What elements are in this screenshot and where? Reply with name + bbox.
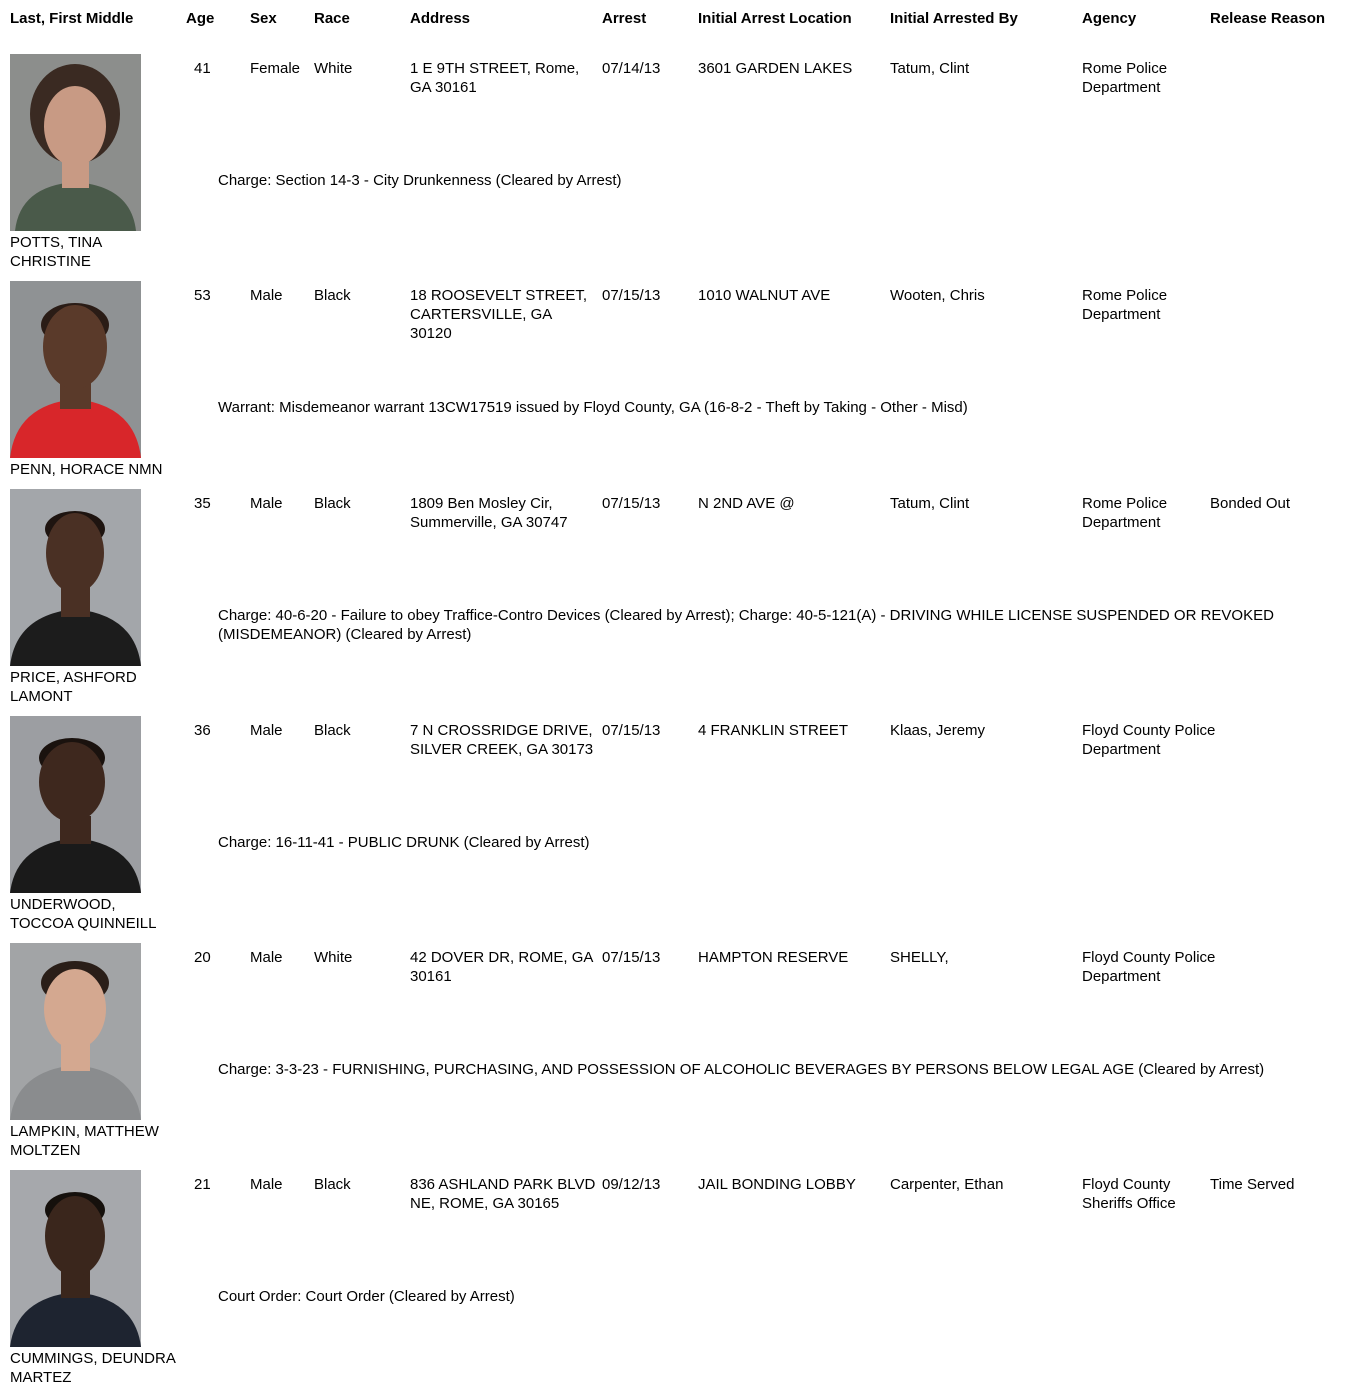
arrest-location-cell: HAMPTON RESERVE xyxy=(698,949,849,966)
table-row xyxy=(0,943,1358,1170)
arrested-by-cell: Tatum, Clint xyxy=(890,60,970,77)
race-cell: Black xyxy=(314,1176,351,1193)
charge-text: Court Order: Court Order (Cleared by Arrest) xyxy=(218,1288,515,1305)
agency-cell: Floyd County Sheriffs Office xyxy=(1082,1176,1176,1212)
sex-cell: Male xyxy=(250,495,283,512)
photo-face xyxy=(39,742,105,822)
agency-cell: Floyd County Police Department xyxy=(1082,722,1216,758)
photo-face xyxy=(46,513,104,593)
charge-text: Charge: 3-3-23 - FURNISHING, PURCHASING, AND POSSESSION OF ALCOHOLIC BEVERAGES BY PERSONS BELOW LEGAL AGE (Cleared by Arrest) xyxy=(218,1061,1265,1078)
age-cell: 20 xyxy=(194,949,211,966)
arrest-date-cell: 07/15/13 xyxy=(602,949,661,966)
mugshot-photo xyxy=(10,489,141,666)
agency-cell: Rome Police Department xyxy=(1082,495,1168,531)
address-cell: 1809 Ben Mosley Cir, Summerville, GA 30747 xyxy=(410,495,568,531)
arrestee-name: LAMPKIN, MATTHEW MOLTZEN xyxy=(10,1123,159,1159)
charge-text: Charge: 16-11-41 - PUBLIC DRUNK (Cleared by Arrest) xyxy=(218,834,590,851)
arrest-location-cell: JAIL BONDING LOBBY xyxy=(698,1176,856,1193)
arrest-date-cell: 07/15/13 xyxy=(602,722,661,739)
release-reason-cell: Bonded Out xyxy=(1210,495,1291,512)
arrest-location-cell: 4 FRANKLIN STREET xyxy=(698,722,849,739)
sex-cell: Male xyxy=(250,287,283,304)
mugshot-photo xyxy=(10,716,141,893)
header-agency: Agency xyxy=(1082,10,1137,27)
header-name: Last, First Middle xyxy=(10,10,134,27)
sex-cell: Female xyxy=(250,60,301,77)
age-cell: 41 xyxy=(194,60,211,77)
arrested-by-cell: SHELLY, xyxy=(890,949,949,966)
arrest-date-cell: 07/15/13 xyxy=(602,287,661,304)
race-cell: Black xyxy=(314,722,351,739)
photo-face xyxy=(43,305,107,389)
arrest-location-cell: N 2ND AVE @ xyxy=(698,495,795,512)
arrest-location-cell: 1010 WALNUT AVE xyxy=(698,287,831,304)
age-cell: 35 xyxy=(194,495,211,512)
age-cell: 36 xyxy=(194,722,211,739)
table-row xyxy=(0,54,1358,281)
mugshot-photo xyxy=(10,1170,141,1347)
header-address: Address xyxy=(410,10,471,27)
arrestee-name: UNDERWOOD, TOCCOA QUINNEILL xyxy=(10,896,157,932)
header-arrest: Arrest xyxy=(602,10,647,27)
table-row xyxy=(0,1170,1358,1397)
arrestee-name: PRICE, ASHFORD LAMONT xyxy=(10,669,137,705)
agency-cell: Rome Police Department xyxy=(1082,60,1168,96)
agency-cell: Floyd County Police Department xyxy=(1082,949,1216,985)
arrestee-name: PENN, HORACE NMN xyxy=(10,461,163,478)
mugshot-photo xyxy=(10,943,141,1120)
race-cell: White xyxy=(314,60,353,77)
arrested-by-cell: Tatum, Clint xyxy=(890,495,970,512)
arrested-by-cell: Wooten, Chris xyxy=(890,287,985,304)
sex-cell: Male xyxy=(250,949,283,966)
address-cell: 1 E 9TH STREET, Rome, GA 30161 xyxy=(410,60,580,96)
arrested-by-cell: Klaas, Jeremy xyxy=(890,722,986,739)
header-sex: Sex xyxy=(250,10,277,27)
charge-text: Charge: 40-6-20 - Failure to obey Traffice-Contro Devices (Cleared by Arrest); Charge: 40-5-121(A) - DRIVING WHILE LICENSE SUSPENDED OR REVOKED (MISDEMEANOR) (Cleared by Arrest) xyxy=(218,607,1274,643)
table-row xyxy=(0,489,1358,716)
sex-cell: Male xyxy=(250,1176,283,1193)
photo-face xyxy=(45,1196,105,1276)
arrestee-name: CUMMINGS, DEUNDRA MARTEZ xyxy=(10,1350,176,1386)
address-cell: 7 N CROSSRIDGE DRIVE, SILVER CREEK, GA 30173 xyxy=(410,722,594,758)
arrested-by-cell: Carpenter, Ethan xyxy=(890,1176,1004,1193)
age-cell: 53 xyxy=(194,287,211,304)
agency-cell: Rome Police Department xyxy=(1082,287,1168,323)
address-cell: 42 DOVER DR, ROME, GA 30161 xyxy=(410,949,593,985)
header-location: Initial Arrest Location xyxy=(698,10,852,27)
header-race: Race xyxy=(314,10,350,27)
table-row xyxy=(0,281,1358,508)
address-cell: 836 ASHLAND PARK BLVD NE, ROME, GA 30165 xyxy=(410,1176,596,1212)
address-cell: 18 ROOSEVELT STREET, CARTERSVILLE, GA 30120 xyxy=(410,287,588,342)
arrestee-name: POTTS, TINA CHRISTINE xyxy=(10,234,102,270)
charge-text: Warrant: Misdemeanor warrant 13CW17519 issued by Floyd County, GA (16-8-2 - Theft by Taking - Other - Misd) xyxy=(218,399,968,416)
header-arrested-by: Initial Arrested By xyxy=(890,10,1018,27)
table-row xyxy=(0,716,1358,943)
age-cell: 21 xyxy=(194,1176,211,1193)
header-age: Age xyxy=(186,10,215,27)
charge-text: Charge: Section 14-3 - City Drunkenness (Cleared by Arrest) xyxy=(218,172,622,189)
sex-cell: Male xyxy=(250,722,283,739)
arrest-date-cell: 09/12/13 xyxy=(602,1176,661,1193)
race-cell: Black xyxy=(314,287,351,304)
mugshot-photo xyxy=(10,281,141,458)
photo-face xyxy=(44,86,106,166)
arrest-date-cell: 07/14/13 xyxy=(602,60,661,77)
mugshot-photo xyxy=(10,54,141,231)
release-reason-cell: Time Served xyxy=(1210,1176,1295,1193)
header-release: Release Reason xyxy=(1210,10,1326,27)
race-cell: White xyxy=(314,949,353,966)
race-cell: Black xyxy=(314,495,351,512)
arrest-date-cell: 07/15/13 xyxy=(602,495,661,512)
photo-face xyxy=(44,969,106,1049)
arrest-location-cell: 3601 GARDEN LAKES xyxy=(698,60,853,77)
